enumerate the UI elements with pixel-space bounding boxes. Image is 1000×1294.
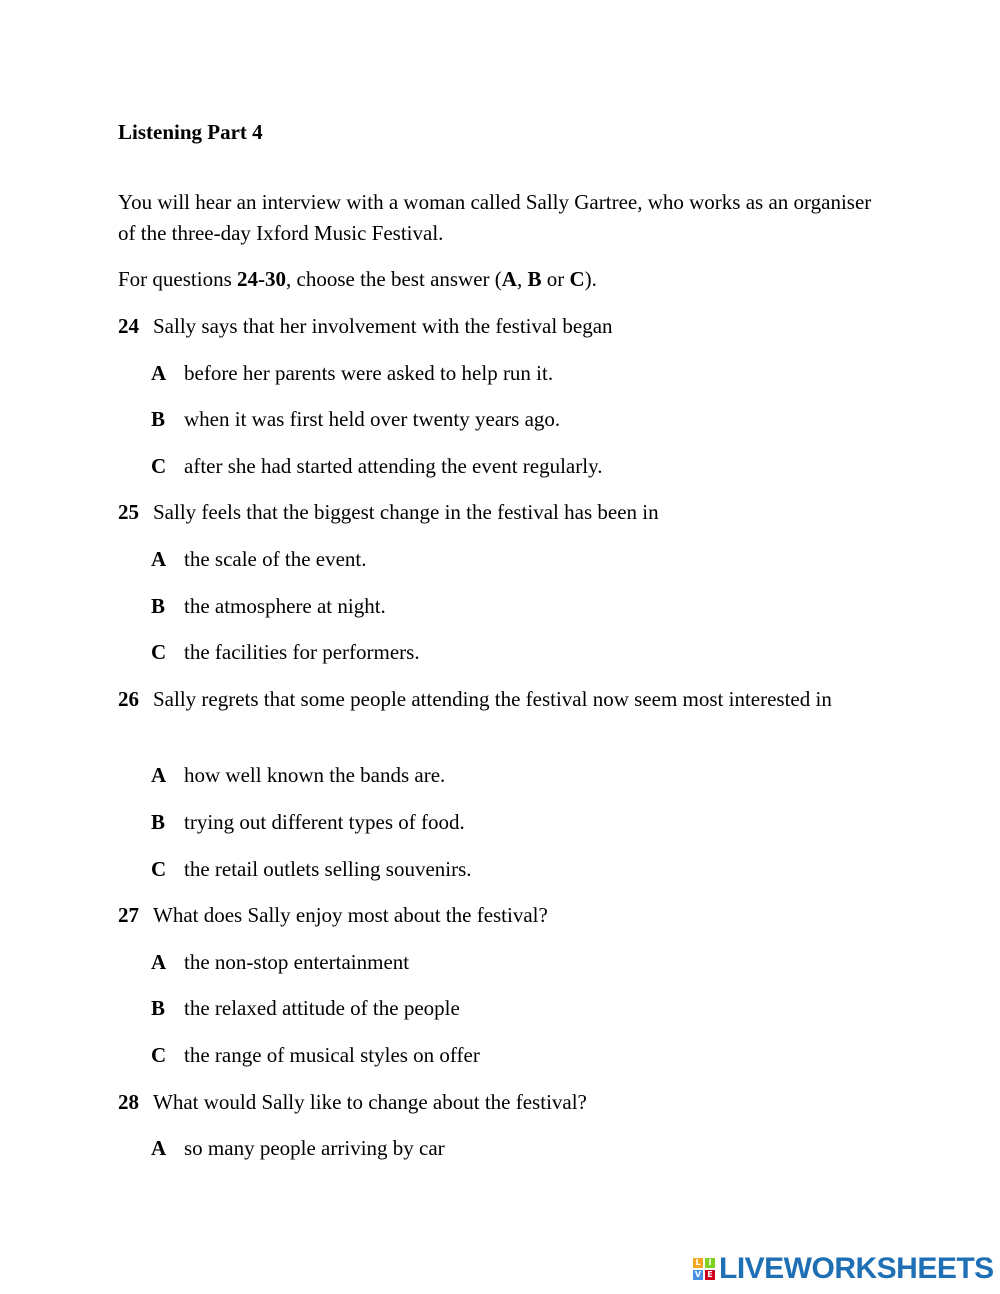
option-26a[interactable] (151, 760, 445, 791)
question-number: 24 (118, 314, 139, 338)
question-text: Sally feels that the biggest change in the festival has been in (153, 500, 659, 524)
option-25b[interactable] (151, 591, 386, 622)
option-letter: B (151, 810, 166, 834)
question-24 (118, 311, 888, 342)
option-27b[interactable] (151, 993, 460, 1024)
question-27 (118, 900, 888, 931)
question-text: Sally regrets that some people attending the festival now seem most interested in (153, 687, 832, 711)
option-letter: A (151, 763, 167, 787)
question-text: What would Sally like to change about the festival? (153, 1090, 587, 1114)
logo-mark-tile: I (705, 1258, 715, 1268)
option-letter: B (151, 407, 166, 431)
logo-mark-tile: V (694, 1270, 702, 1279)
option-letter: A (151, 950, 167, 974)
question-number: 28 (118, 1090, 139, 1114)
instructions: For questions 24-30, choose the best answer (A, B or C). (118, 267, 597, 291)
question-28 (118, 1087, 888, 1118)
option-text: how well known the bands are. (184, 763, 446, 787)
option-text: when it was first held over twenty years ago. (184, 407, 561, 431)
option-text: after she had started attending the event regularly. (184, 454, 603, 478)
logo-text: LIVEWORKSHEETS (719, 1252, 994, 1285)
question-number: 27 (118, 903, 139, 927)
option-text: the scale of the event. (184, 547, 367, 571)
option-text: the range of musical styles on offer (184, 1043, 480, 1067)
option-letter: C (151, 857, 167, 881)
page-title: Listening Part 4 (118, 120, 263, 144)
option-text: the atmosphere at night. (184, 594, 386, 618)
question-text: Sally says that her involvement with the festival began (153, 314, 613, 338)
option-letter: B (151, 594, 166, 618)
option-text: the facilities for performers. (184, 640, 420, 664)
question-25 (118, 497, 888, 528)
option-letter: C (151, 454, 167, 478)
question-text: What does Sally enjoy most about the festival? (153, 903, 548, 927)
option-text: the retail outlets selling souvenirs. (184, 857, 472, 881)
logo-mark-tile: E (705, 1270, 715, 1280)
option-24c[interactable] (151, 451, 602, 482)
option-letter: B (151, 996, 166, 1020)
option-text: the relaxed attitude of the people (184, 996, 460, 1020)
logo-mark-tile: L (693, 1258, 703, 1268)
intro-paragraph: You will hear an interview with a woman called Sally Gartree, who works as an organiser of the three-day Ixford Music Festival. (118, 190, 872, 245)
option-24b[interactable] (151, 404, 560, 435)
option-27c[interactable] (151, 1040, 480, 1071)
option-text: so many people arriving by car (184, 1136, 445, 1160)
option-25a[interactable] (151, 544, 367, 575)
option-letter: A (151, 1136, 167, 1160)
question-number: 26 (118, 687, 139, 711)
option-27a[interactable] (151, 947, 409, 978)
option-26c[interactable] (151, 854, 472, 885)
option-text: trying out different types of food. (184, 810, 465, 834)
option-letter: A (151, 547, 167, 571)
option-26b[interactable] (151, 807, 465, 838)
option-28a[interactable] (151, 1133, 445, 1164)
question-number: 25 (118, 500, 139, 524)
option-letter: C (151, 640, 167, 664)
option-text: before her parents were asked to help run it. (184, 361, 554, 385)
option-text: the non-stop entertainment (184, 950, 410, 974)
option-letter: A (151, 361, 167, 385)
logo-mark-icon (693, 1258, 715, 1280)
liveworksheets-logo (693, 1253, 994, 1285)
option-letter: C (151, 1043, 167, 1067)
question-26 (118, 684, 888, 715)
option-24a[interactable] (151, 358, 553, 389)
option-25c[interactable] (151, 637, 420, 668)
